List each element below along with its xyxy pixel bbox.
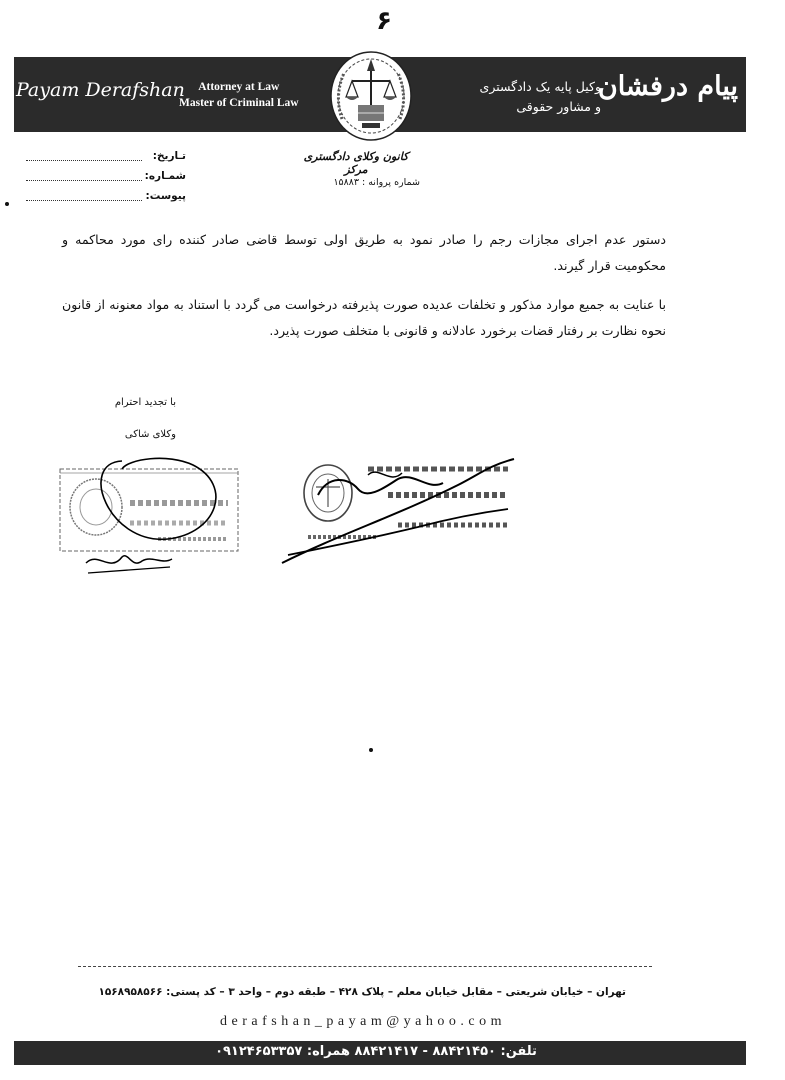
closing-signatories: وکلای شاکی (124, 429, 176, 440)
number-dotted-line (26, 180, 142, 181)
title-english (179, 79, 299, 111)
date-field (26, 150, 186, 170)
scales-of-justice-emblem-icon (328, 49, 414, 143)
footer-address: تهران – خیابان شریعتی – مقابل خیابان معلم – پلاک ۴۲۸ – طبقه دوم – واحد ۳ – کد پستی: ۱۵۶۸۹۵۸۵۶۶ (98, 986, 626, 998)
date-dotted-line (26, 160, 142, 161)
footer-phone-band (14, 1041, 746, 1065)
closing-regards: با تجدید احترام (114, 397, 176, 408)
footer-divider (78, 966, 652, 967)
attachment-dotted-line (26, 200, 142, 201)
attachment-field (26, 190, 186, 210)
bar-association-name: کانون وکلای دادگستری مرکز (303, 150, 409, 176)
title-fa-line1: وکیل پایه یک دادگستری (479, 79, 601, 94)
meta-fields (26, 150, 186, 210)
margin-dot (369, 748, 373, 752)
license-number: شماره پروانه : ۱۵۸۸۳ (333, 177, 420, 188)
footer-email: derafshan_payam@yahoo.com (220, 1014, 506, 1029)
attachment-label: پیوست: (145, 190, 186, 202)
brand-persian: پیام درفشان (597, 71, 738, 102)
letterhead-band (14, 57, 746, 132)
title-en-line2: Master of Criminal Law (179, 97, 299, 109)
right-stamp-signature-icon (278, 455, 520, 570)
body-paragraph-1: دستور عدم اجرای مجازات رجم را صادر نمود به طریق اولی توسط قاضی صادر کننده رای مورد محاکمه و محکومیت قرار گیرند. (62, 232, 666, 273)
left-stamp-signature-icon (58, 455, 240, 585)
page-number: ۶ (376, 6, 392, 36)
title-fa-line2: و مشاور حقوقی (516, 99, 601, 114)
number-field (26, 170, 186, 190)
footer-phone: تلفن: ۸۸۴۲۱۴۵۰ - ۸۸۴۲۱۴۱۷ همراه: ۰۹۱۲۴۶۵۳۳۵۷ (215, 1044, 537, 1059)
brand-latin: Payam Derafshan (16, 79, 185, 101)
number-label: شمـاره: (144, 170, 186, 182)
title-en-line1: Attorney at Law (198, 81, 280, 93)
margin-dot (5, 202, 9, 206)
title-persian (461, 77, 601, 117)
date-label: تـاریخ: (152, 150, 186, 162)
body-paragraph-2: با عنایت به جمیع موارد مذکور و تخلفات عدیده صورت پذیرفته درخواست می گردد با استناد به مواد معنونه از قانون نحوه نظارت بر رفتار قضات برخورد عادلانه و قانونی با متخلف صورت پذیرد. (62, 297, 666, 338)
